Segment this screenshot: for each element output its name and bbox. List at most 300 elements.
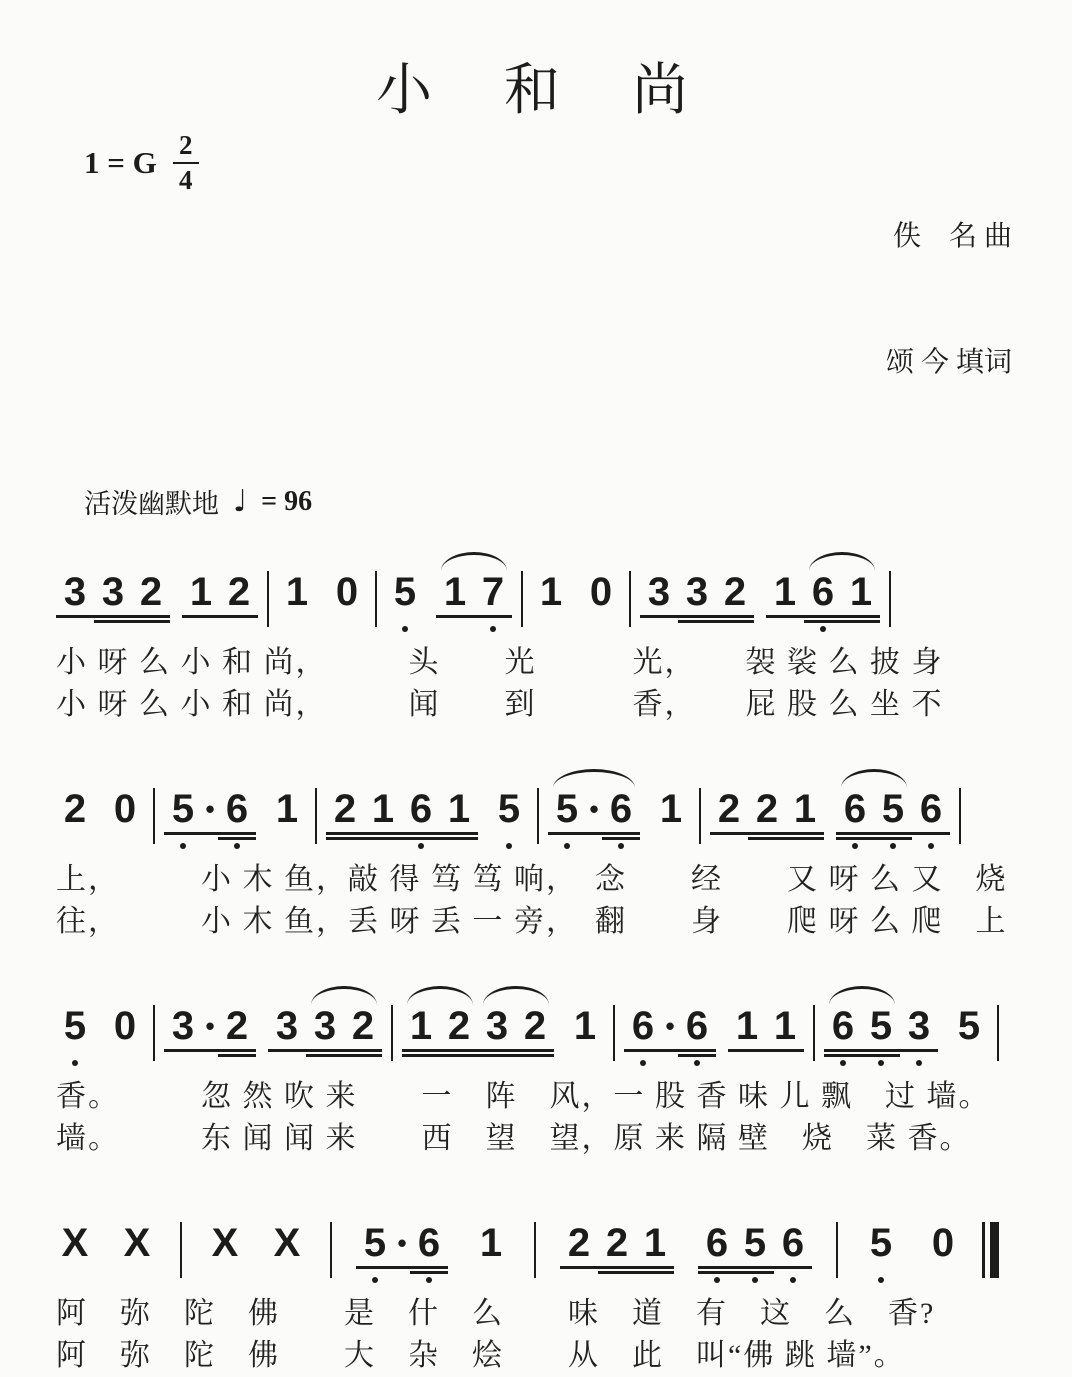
beam-line bbox=[56, 832, 94, 835]
beam-area bbox=[356, 1264, 394, 1274]
beam-area bbox=[56, 1047, 94, 1057]
beam-line bbox=[220, 620, 258, 623]
beam-area bbox=[862, 1264, 900, 1274]
beam-line bbox=[268, 1271, 306, 1274]
beam-line bbox=[636, 1271, 674, 1274]
note-cell bbox=[698, 1222, 736, 1283]
note-digit: 6 bbox=[685, 1004, 709, 1048]
barline bbox=[534, 1222, 536, 1278]
note-digit: 1 bbox=[285, 570, 309, 614]
beam-line bbox=[862, 1054, 900, 1057]
note-cell bbox=[268, 1005, 306, 1066]
beam-line bbox=[182, 615, 220, 618]
beam-line bbox=[56, 1054, 94, 1057]
note-cell bbox=[560, 1222, 598, 1283]
note-digit: 2 bbox=[225, 1004, 249, 1048]
beam-area bbox=[268, 830, 306, 840]
beam-area bbox=[598, 1264, 636, 1274]
note-digit: 1 bbox=[409, 1004, 433, 1048]
beam-area bbox=[472, 1264, 510, 1274]
octave-dot bbox=[122, 843, 128, 849]
beam-line bbox=[440, 1049, 478, 1052]
note-digit: 0 bbox=[335, 570, 359, 614]
beam-line bbox=[862, 1049, 900, 1052]
beam-line bbox=[912, 832, 950, 835]
slur bbox=[311, 986, 377, 1006]
lyrics-verse-1: 香。 忽 然 吹 来 一 阵 风，一 股 香 味 儿 飘 过 墙。 bbox=[56, 1080, 991, 1113]
beam-line bbox=[328, 620, 366, 623]
note-digit: 3 bbox=[275, 1004, 299, 1048]
note-cell bbox=[950, 1005, 988, 1066]
octave-dot bbox=[667, 1060, 673, 1066]
time-signature bbox=[173, 132, 199, 194]
note-digit: 5 bbox=[869, 1004, 893, 1048]
note-cell bbox=[602, 788, 640, 849]
beam-area bbox=[824, 1047, 862, 1057]
octave-dot bbox=[840, 1060, 846, 1066]
beam-line bbox=[602, 832, 640, 835]
time-denominator: 4 bbox=[179, 165, 193, 195]
barline bbox=[699, 788, 701, 844]
beam-line bbox=[436, 620, 474, 623]
beam-line bbox=[394, 1271, 410, 1274]
beam-line bbox=[472, 1266, 510, 1269]
beam-line bbox=[824, 1049, 862, 1052]
beam-line bbox=[202, 1054, 218, 1057]
beam-line bbox=[842, 615, 880, 618]
note-digit: 0 bbox=[113, 787, 137, 831]
octave-dot bbox=[494, 1060, 500, 1066]
thin-bar bbox=[982, 1222, 985, 1278]
note-digit: 7 bbox=[481, 570, 505, 614]
note-digit: 2 bbox=[755, 787, 779, 831]
note-digit: 2 bbox=[139, 570, 163, 614]
octave-dot bbox=[284, 1060, 290, 1066]
beam-line bbox=[118, 1266, 156, 1269]
octave-dot bbox=[488, 1277, 494, 1283]
note-digit: 6 bbox=[631, 1004, 655, 1048]
beam-area bbox=[532, 613, 570, 623]
lyrics-verse-2: 小 呀 么 小 和 尚， 闻 到 香， 屁 股 么 坐 不 bbox=[56, 688, 944, 721]
octave-dot bbox=[110, 626, 116, 632]
note-cell bbox=[56, 1222, 94, 1283]
beam-line bbox=[386, 620, 424, 623]
octave-dot bbox=[582, 1060, 588, 1066]
barline bbox=[613, 1005, 615, 1061]
note-digit: 1 bbox=[447, 787, 471, 831]
octave-dot bbox=[134, 1277, 140, 1283]
note-cell bbox=[582, 571, 620, 632]
beam-line bbox=[306, 1049, 344, 1052]
note-cell bbox=[106, 1005, 144, 1066]
note-cell bbox=[716, 571, 754, 632]
beam-line bbox=[804, 620, 842, 623]
beam-line bbox=[716, 620, 754, 623]
note-cell bbox=[218, 1005, 256, 1066]
beam-line bbox=[824, 1054, 862, 1057]
note-cell bbox=[824, 1005, 862, 1066]
beam-area bbox=[474, 613, 512, 623]
beam-line bbox=[202, 837, 218, 840]
beam-line bbox=[652, 837, 690, 840]
note-digit: 5 bbox=[393, 570, 417, 614]
lyrics-verse-1: 上， 小 木 鱼，敲 得 笃 笃 响， 念 经 又 呀 么 又 烧 bbox=[56, 863, 1008, 896]
note-cell bbox=[678, 1005, 716, 1066]
note-digit: 6 bbox=[919, 787, 943, 831]
beam-line bbox=[748, 837, 786, 840]
beam-area bbox=[566, 1047, 604, 1057]
note-digit: 3 bbox=[313, 1004, 337, 1048]
beam-line bbox=[582, 615, 620, 618]
augmentation-dot-cell bbox=[662, 1005, 678, 1066]
beam-line bbox=[164, 1054, 202, 1057]
octave-dot bbox=[207, 843, 213, 849]
beam-line bbox=[698, 1271, 736, 1274]
note-cell bbox=[132, 571, 170, 632]
beam-line bbox=[106, 1049, 144, 1052]
barline bbox=[959, 788, 961, 844]
note-cell bbox=[94, 571, 132, 632]
beam-line bbox=[560, 1271, 598, 1274]
beam-area bbox=[678, 613, 716, 623]
note-digit: 6 bbox=[225, 787, 249, 831]
beam-line bbox=[582, 620, 620, 623]
note-cell bbox=[440, 1005, 478, 1066]
beam-line bbox=[662, 1049, 678, 1052]
note-cell bbox=[766, 571, 804, 632]
note-cell bbox=[862, 1005, 900, 1066]
beam-line bbox=[598, 1266, 636, 1269]
augmentation-dot: • bbox=[205, 1011, 215, 1041]
lyrics-verse-2: 阿 弥 陀 佛 大 杂 烩 从 此 叫“佛 跳 墙”。 bbox=[56, 1339, 906, 1372]
note-digit: 0 bbox=[113, 1004, 137, 1048]
beam-area bbox=[268, 1047, 306, 1057]
beam-area bbox=[344, 1047, 382, 1057]
note-cell bbox=[106, 788, 144, 849]
octave-dot bbox=[344, 626, 350, 632]
beam-area bbox=[900, 1047, 938, 1057]
beam-line bbox=[710, 832, 748, 835]
beam-line bbox=[748, 832, 786, 835]
note-digit: 1 bbox=[573, 1004, 597, 1048]
augmentation-dot: • bbox=[205, 794, 215, 824]
beam-area bbox=[386, 613, 424, 623]
beam-area bbox=[402, 830, 440, 840]
barline bbox=[391, 1005, 393, 1061]
beam-line bbox=[56, 1271, 94, 1274]
beam-area bbox=[164, 830, 202, 840]
beam-line bbox=[356, 1271, 394, 1274]
beam-line bbox=[874, 837, 912, 840]
beam-area bbox=[636, 1264, 674, 1274]
beam-area bbox=[548, 830, 586, 840]
beam-line bbox=[306, 1054, 344, 1057]
beam-line bbox=[386, 615, 424, 618]
beam-line bbox=[344, 1049, 382, 1052]
beam-line bbox=[440, 832, 478, 835]
beam-line bbox=[774, 1271, 812, 1274]
octave-dot bbox=[852, 843, 858, 849]
beam-line bbox=[786, 832, 824, 835]
octave-dot bbox=[890, 843, 896, 849]
beam-area bbox=[950, 1047, 988, 1057]
barline bbox=[180, 1222, 182, 1278]
octave-dot bbox=[180, 843, 186, 849]
beam-line bbox=[472, 1271, 510, 1274]
beam-area bbox=[716, 613, 754, 623]
note-cell bbox=[402, 788, 440, 849]
beam-line bbox=[218, 837, 256, 840]
augmentation-dot-cell bbox=[202, 788, 218, 849]
slur bbox=[407, 986, 473, 1006]
beam-line bbox=[586, 832, 602, 835]
beam-line bbox=[804, 615, 842, 618]
beam-area bbox=[218, 1047, 256, 1057]
note-cell bbox=[306, 1005, 344, 1066]
beam-line bbox=[566, 1049, 604, 1052]
beam-area bbox=[728, 1047, 766, 1057]
note-digit: 5 bbox=[363, 1221, 387, 1265]
beam-area bbox=[804, 613, 842, 623]
beam-area bbox=[478, 1047, 516, 1057]
beam-area bbox=[766, 1047, 804, 1057]
beam-area bbox=[774, 1264, 812, 1274]
note-cell bbox=[218, 788, 256, 849]
barline bbox=[813, 1005, 815, 1061]
beam-line bbox=[586, 837, 602, 840]
beam-line bbox=[56, 1049, 94, 1052]
beam-line bbox=[516, 1049, 554, 1052]
octave-dot bbox=[234, 1060, 240, 1066]
note-digit: X bbox=[123, 1221, 151, 1265]
octave-dot bbox=[878, 1060, 884, 1066]
quarter-note-icon: ♩ bbox=[233, 483, 248, 519]
beam-line bbox=[950, 1049, 988, 1052]
lyrics-verse-2: 往， 小 木 鱼，丢 呀 丢 一 旁， 翻 身 爬 呀 么 爬 上 bbox=[56, 905, 1008, 938]
octave-dot bbox=[764, 843, 770, 849]
octave-dot bbox=[732, 626, 738, 632]
augmentation-dot: • bbox=[589, 794, 599, 824]
note-cell bbox=[598, 1222, 636, 1283]
beam-area bbox=[118, 1264, 156, 1274]
beam-line bbox=[862, 1271, 900, 1274]
beam-area bbox=[202, 830, 218, 840]
beam-line bbox=[118, 1271, 156, 1274]
beam-line bbox=[268, 837, 306, 840]
octave-dot bbox=[548, 626, 554, 632]
beam-line bbox=[402, 832, 440, 835]
note-cell bbox=[164, 1005, 202, 1066]
beam-line bbox=[678, 620, 716, 623]
credit-lyricist: 颂 今 填词 bbox=[885, 347, 1012, 378]
notation-line bbox=[56, 764, 1016, 849]
system-4 bbox=[56, 1198, 1016, 1377]
note-digit: 2 bbox=[333, 787, 357, 831]
octave-dot bbox=[802, 843, 808, 849]
note-cell bbox=[182, 571, 220, 632]
note-digit: 5 bbox=[957, 1004, 981, 1048]
beam-line bbox=[640, 615, 678, 618]
note-cell bbox=[736, 1222, 774, 1283]
octave-dot bbox=[668, 843, 674, 849]
note-digit: 1 bbox=[793, 787, 817, 831]
beam-line bbox=[766, 1054, 804, 1057]
note-digit: 1 bbox=[849, 570, 873, 614]
note-cell bbox=[328, 571, 366, 632]
note-cell bbox=[710, 788, 748, 849]
octave-dot bbox=[72, 1060, 78, 1066]
octave-dot bbox=[342, 843, 348, 849]
note-digit: 1 bbox=[773, 1004, 797, 1048]
octave-dot bbox=[614, 1277, 620, 1283]
octave-dot bbox=[294, 626, 300, 632]
beam-area bbox=[678, 1047, 716, 1057]
note-digit: 5 bbox=[497, 787, 521, 831]
slur bbox=[441, 552, 507, 572]
beam-line bbox=[132, 620, 170, 623]
beam-line bbox=[182, 620, 220, 623]
octave-dot bbox=[72, 1277, 78, 1283]
beam-area bbox=[602, 830, 640, 840]
score bbox=[56, 547, 1016, 1377]
beam-line bbox=[106, 1054, 144, 1057]
slur bbox=[483, 986, 549, 1006]
beam-line bbox=[410, 1271, 448, 1274]
note-digit: 5 bbox=[171, 787, 195, 831]
beam-line bbox=[278, 620, 316, 623]
octave-dot bbox=[726, 843, 732, 849]
note-cell bbox=[326, 788, 364, 849]
system-1 bbox=[56, 547, 1016, 726]
beam-line bbox=[566, 1054, 604, 1057]
beam-line bbox=[736, 1266, 774, 1269]
beam-area bbox=[440, 1047, 478, 1057]
note-cell bbox=[402, 1005, 440, 1066]
octave-dot bbox=[402, 626, 408, 632]
note-cell bbox=[532, 571, 570, 632]
barline bbox=[836, 1222, 838, 1278]
note-digit: 6 bbox=[409, 787, 433, 831]
beam-line bbox=[474, 615, 512, 618]
barline bbox=[375, 571, 377, 627]
beam-line bbox=[356, 1266, 394, 1269]
beam-area bbox=[182, 613, 220, 623]
octave-dot bbox=[940, 1277, 946, 1283]
note-cell bbox=[278, 571, 316, 632]
beam-line bbox=[640, 620, 678, 623]
octave-dot bbox=[380, 843, 386, 849]
beam-area bbox=[326, 830, 364, 840]
beam-line bbox=[326, 837, 364, 840]
slur bbox=[829, 986, 895, 1006]
note-digit: 5 bbox=[881, 787, 905, 831]
note-digit: 5 bbox=[869, 1221, 893, 1265]
beam-line bbox=[728, 1049, 766, 1052]
note-digit: 1 bbox=[735, 1004, 759, 1048]
octave-dot bbox=[372, 1277, 378, 1283]
beam-area bbox=[202, 1047, 218, 1057]
octave-dot bbox=[640, 1060, 646, 1066]
beam-area bbox=[786, 830, 824, 840]
system-3 bbox=[56, 981, 1016, 1160]
beam-line bbox=[736, 1271, 774, 1274]
beam-line bbox=[218, 832, 256, 835]
note-cell bbox=[774, 1222, 812, 1283]
beam-area bbox=[748, 830, 786, 840]
octave-dot bbox=[418, 843, 424, 849]
note-digit: 3 bbox=[101, 570, 125, 614]
note-cell bbox=[636, 1222, 674, 1283]
octave-dot bbox=[148, 626, 154, 632]
slur bbox=[809, 552, 875, 572]
beam-area bbox=[586, 830, 602, 840]
notation-line bbox=[56, 547, 1016, 632]
note-cell bbox=[728, 1005, 766, 1066]
beam-line bbox=[206, 1271, 244, 1274]
note-cell bbox=[748, 788, 786, 849]
octave-dot bbox=[820, 626, 826, 632]
barline bbox=[629, 571, 631, 627]
note-cell bbox=[652, 788, 690, 849]
octave-dot bbox=[966, 1060, 972, 1066]
beam-line bbox=[56, 837, 94, 840]
note-digit: 3 bbox=[907, 1004, 931, 1048]
note-cell bbox=[862, 1222, 900, 1283]
note-digit: 6 bbox=[781, 1221, 805, 1265]
key-text: 1 = G bbox=[84, 145, 157, 180]
note-cell bbox=[436, 571, 474, 632]
octave-dot bbox=[207, 1060, 213, 1066]
notation-line bbox=[56, 981, 1016, 1066]
note-cell bbox=[490, 788, 528, 849]
beam-area bbox=[106, 1047, 144, 1057]
barline bbox=[537, 788, 539, 844]
beam-line bbox=[678, 1054, 716, 1057]
note-cell bbox=[474, 571, 512, 632]
octave-dot bbox=[72, 626, 78, 632]
beam-line bbox=[766, 615, 804, 618]
note-cell bbox=[56, 1005, 94, 1066]
time-numerator: 2 bbox=[179, 130, 193, 160]
note-cell bbox=[268, 788, 306, 849]
beam-line bbox=[710, 837, 748, 840]
note-cell bbox=[842, 571, 880, 632]
beam-area bbox=[306, 1047, 344, 1057]
octave-dot bbox=[656, 626, 662, 632]
beam-line bbox=[548, 832, 586, 835]
note-digit: 2 bbox=[605, 1221, 629, 1265]
octave-dot bbox=[236, 626, 242, 632]
beam-line bbox=[106, 832, 144, 835]
note-digit: 6 bbox=[843, 787, 867, 831]
beam-line bbox=[164, 832, 202, 835]
octave-dot bbox=[180, 1060, 186, 1066]
beam-area bbox=[56, 613, 94, 623]
note-digit: 1 bbox=[479, 1221, 503, 1265]
note-cell bbox=[356, 1222, 394, 1283]
note-cell bbox=[206, 1222, 244, 1283]
note-digit: 1 bbox=[539, 570, 563, 614]
beam-area bbox=[560, 1264, 598, 1274]
beam-area bbox=[652, 830, 690, 840]
octave-dot bbox=[506, 843, 512, 849]
beam-line bbox=[786, 837, 824, 840]
note-digit: 1 bbox=[659, 787, 683, 831]
beam-line bbox=[912, 837, 950, 840]
barline bbox=[889, 571, 891, 627]
beam-area bbox=[56, 830, 94, 840]
octave-dot bbox=[591, 843, 597, 849]
